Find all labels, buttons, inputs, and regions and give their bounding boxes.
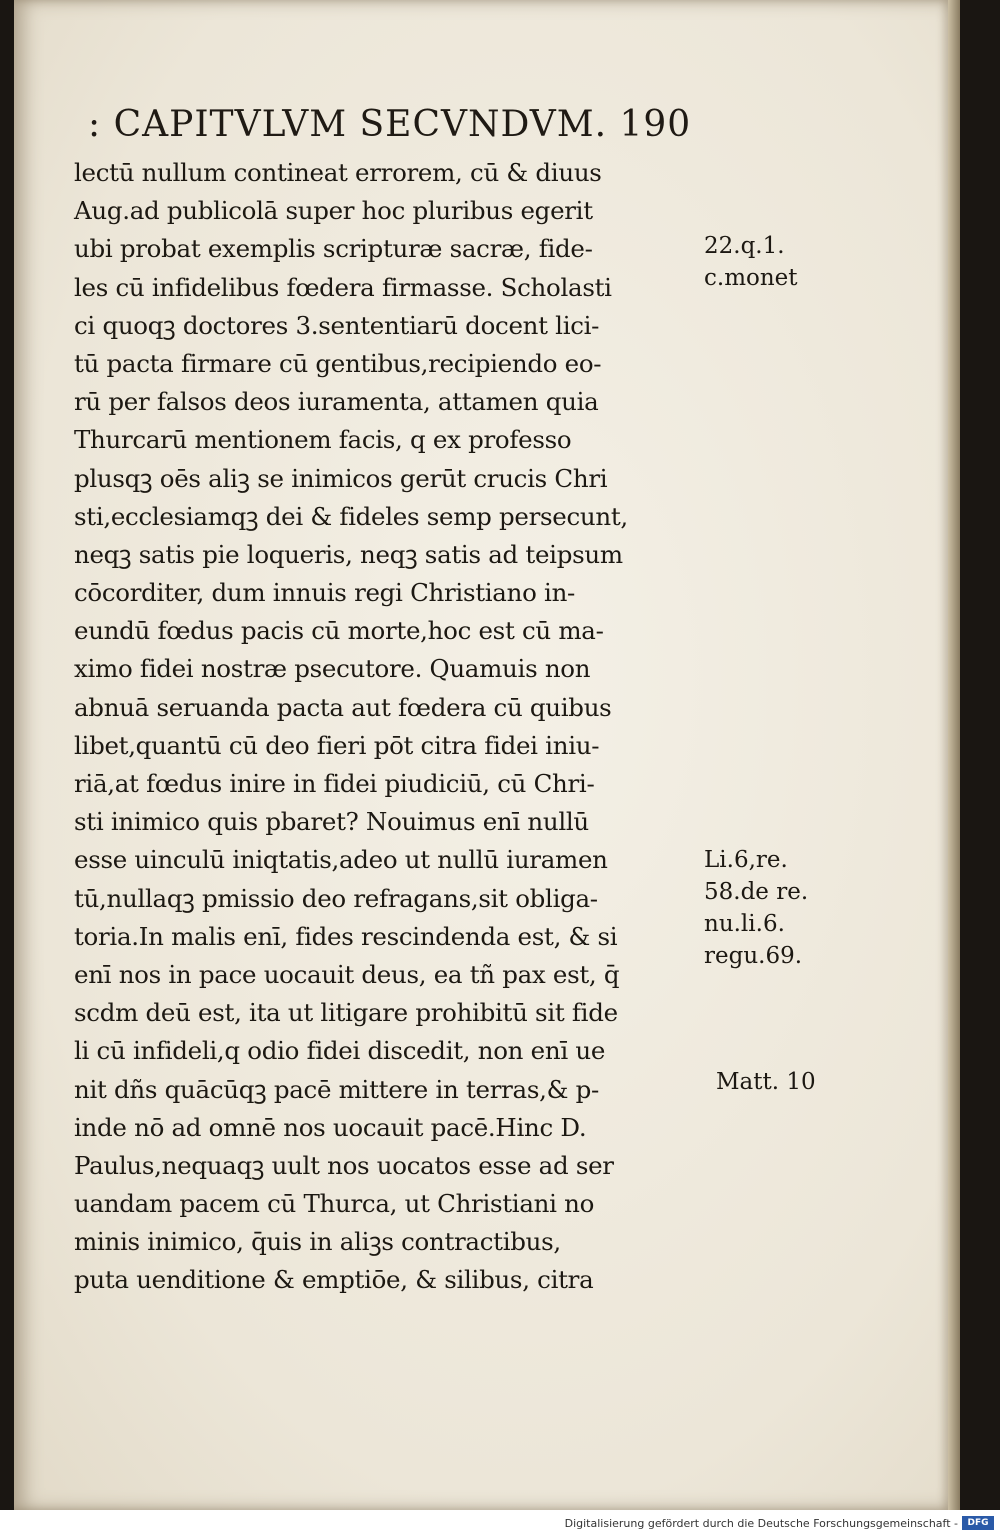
text-line: uandam pacem cū Thurca, ut Christiani no — [74, 1189, 595, 1219]
text-line: les cū infidelibus fœdera firmasse. Scholasti — [74, 272, 612, 302]
text-line: Thurcarū mentionem facis, q ex professo — [74, 425, 572, 455]
funding-credit: Digitalisierung gefördert durch die Deutsche Forschungsgemeinschaft - — [564, 1517, 958, 1530]
text-line: enī nos in pace uocauit deus, ea tñ pax est, q̄ — [74, 959, 620, 989]
page-edge — [948, 0, 960, 1510]
marginal-note-line: regu.69. — [704, 943, 803, 969]
text-line: riā,at fœdus inire in fidei piudiciū, cū Chri- — [74, 769, 595, 798]
text-line: ximo fidei nostræ psecutore. Quamuis non — [74, 654, 591, 684]
text-line: neqꝫ satis pie loqueris, neqꝫ satis ad teipsum — [74, 539, 623, 569]
text-line: Aug.ad publicolā super hoc pluribus egerit — [74, 196, 593, 226]
text-line: esse uinculū iniqtatis,adeo ut nullū iuramen — [74, 845, 608, 875]
text-line: scdm deū est, ita ut litigare prohibitū sit fide — [74, 998, 618, 1028]
text-line: eundū fœdus pacis cū morte,hoc est cū ma- — [74, 616, 604, 646]
marginal-note — [704, 230, 798, 294]
marginal-note — [716, 1066, 816, 1098]
text-line: sti,ecclesiamqꝫ dei & fideles semp persecunt, — [74, 501, 628, 531]
text-line: cōcorditer, dum innuis regi Christiano in- — [74, 578, 576, 608]
marginal-note-line: 58.de re. — [704, 879, 809, 905]
dfg-logo: DFG — [962, 1516, 994, 1530]
text-line: libet,quantū cū deo fieri pōt citra fidei iniu- — [74, 730, 600, 760]
text-line: Paulus,nequaqꝫ uult nos uocatos esse ad ser — [74, 1150, 614, 1180]
text-line: nit dñs quācūqꝫ pacē mittere in terras,& p- — [74, 1074, 599, 1104]
body-text — [74, 154, 714, 1300]
marginal-note-line: Matt. 10 — [716, 1069, 816, 1095]
text-line: lectū nullum contineat errorem, cū & diuus — [74, 158, 602, 187]
marginal-note-line: Li.6,re. — [704, 847, 788, 873]
text-line: sti inimico quis pbaret? Nouimus enī nullū — [74, 807, 589, 837]
text-line: puta uenditione & emptiōe, & silibus, citra — [74, 1265, 594, 1295]
text-line: ubi probat exemplis scripturæ sacræ, fide- — [74, 234, 593, 264]
text-line: abnuā seruanda pacta aut fœdera cū quibus — [74, 692, 612, 722]
text-line: minis inimico, q̄uis in aliꝫs contractibus, — [74, 1227, 561, 1257]
text-line: tū pacta firmare cū gentibus,recipiendo eo- — [74, 348, 602, 378]
marginal-note-line: c.monet — [704, 265, 798, 291]
footer-bar — [0, 1510, 1000, 1537]
marginal-note-line: nu.li.6. — [704, 911, 785, 937]
text-line: inde nō ad omnē nos uocauit pacē.Hinc D. — [74, 1112, 587, 1142]
marginal-note-line: 22.q.1. — [704, 233, 785, 259]
text-line: plusqꝫ oēs aliꝫ se inimicos gerūt crucis Chri — [74, 463, 608, 493]
text-line: li cū infideli,q odio fidei discedit, non enī ue — [74, 1036, 606, 1066]
text-line: rū per falsos deos iuramenta, attamen quia — [74, 387, 599, 417]
running-head: : CAPITVLVM SECVNDVM. 190 — [88, 104, 692, 145]
text-line: ci quoqꝫ doctores 3.sententiarū docent lici- — [74, 310, 600, 340]
marginal-note — [704, 844, 808, 972]
text-line: toria.In malis enī, fides rescindenda est, & si — [74, 921, 618, 951]
text-line: tū,nullaqꝫ pmissio deo refragans,sit obliga- — [74, 883, 598, 913]
